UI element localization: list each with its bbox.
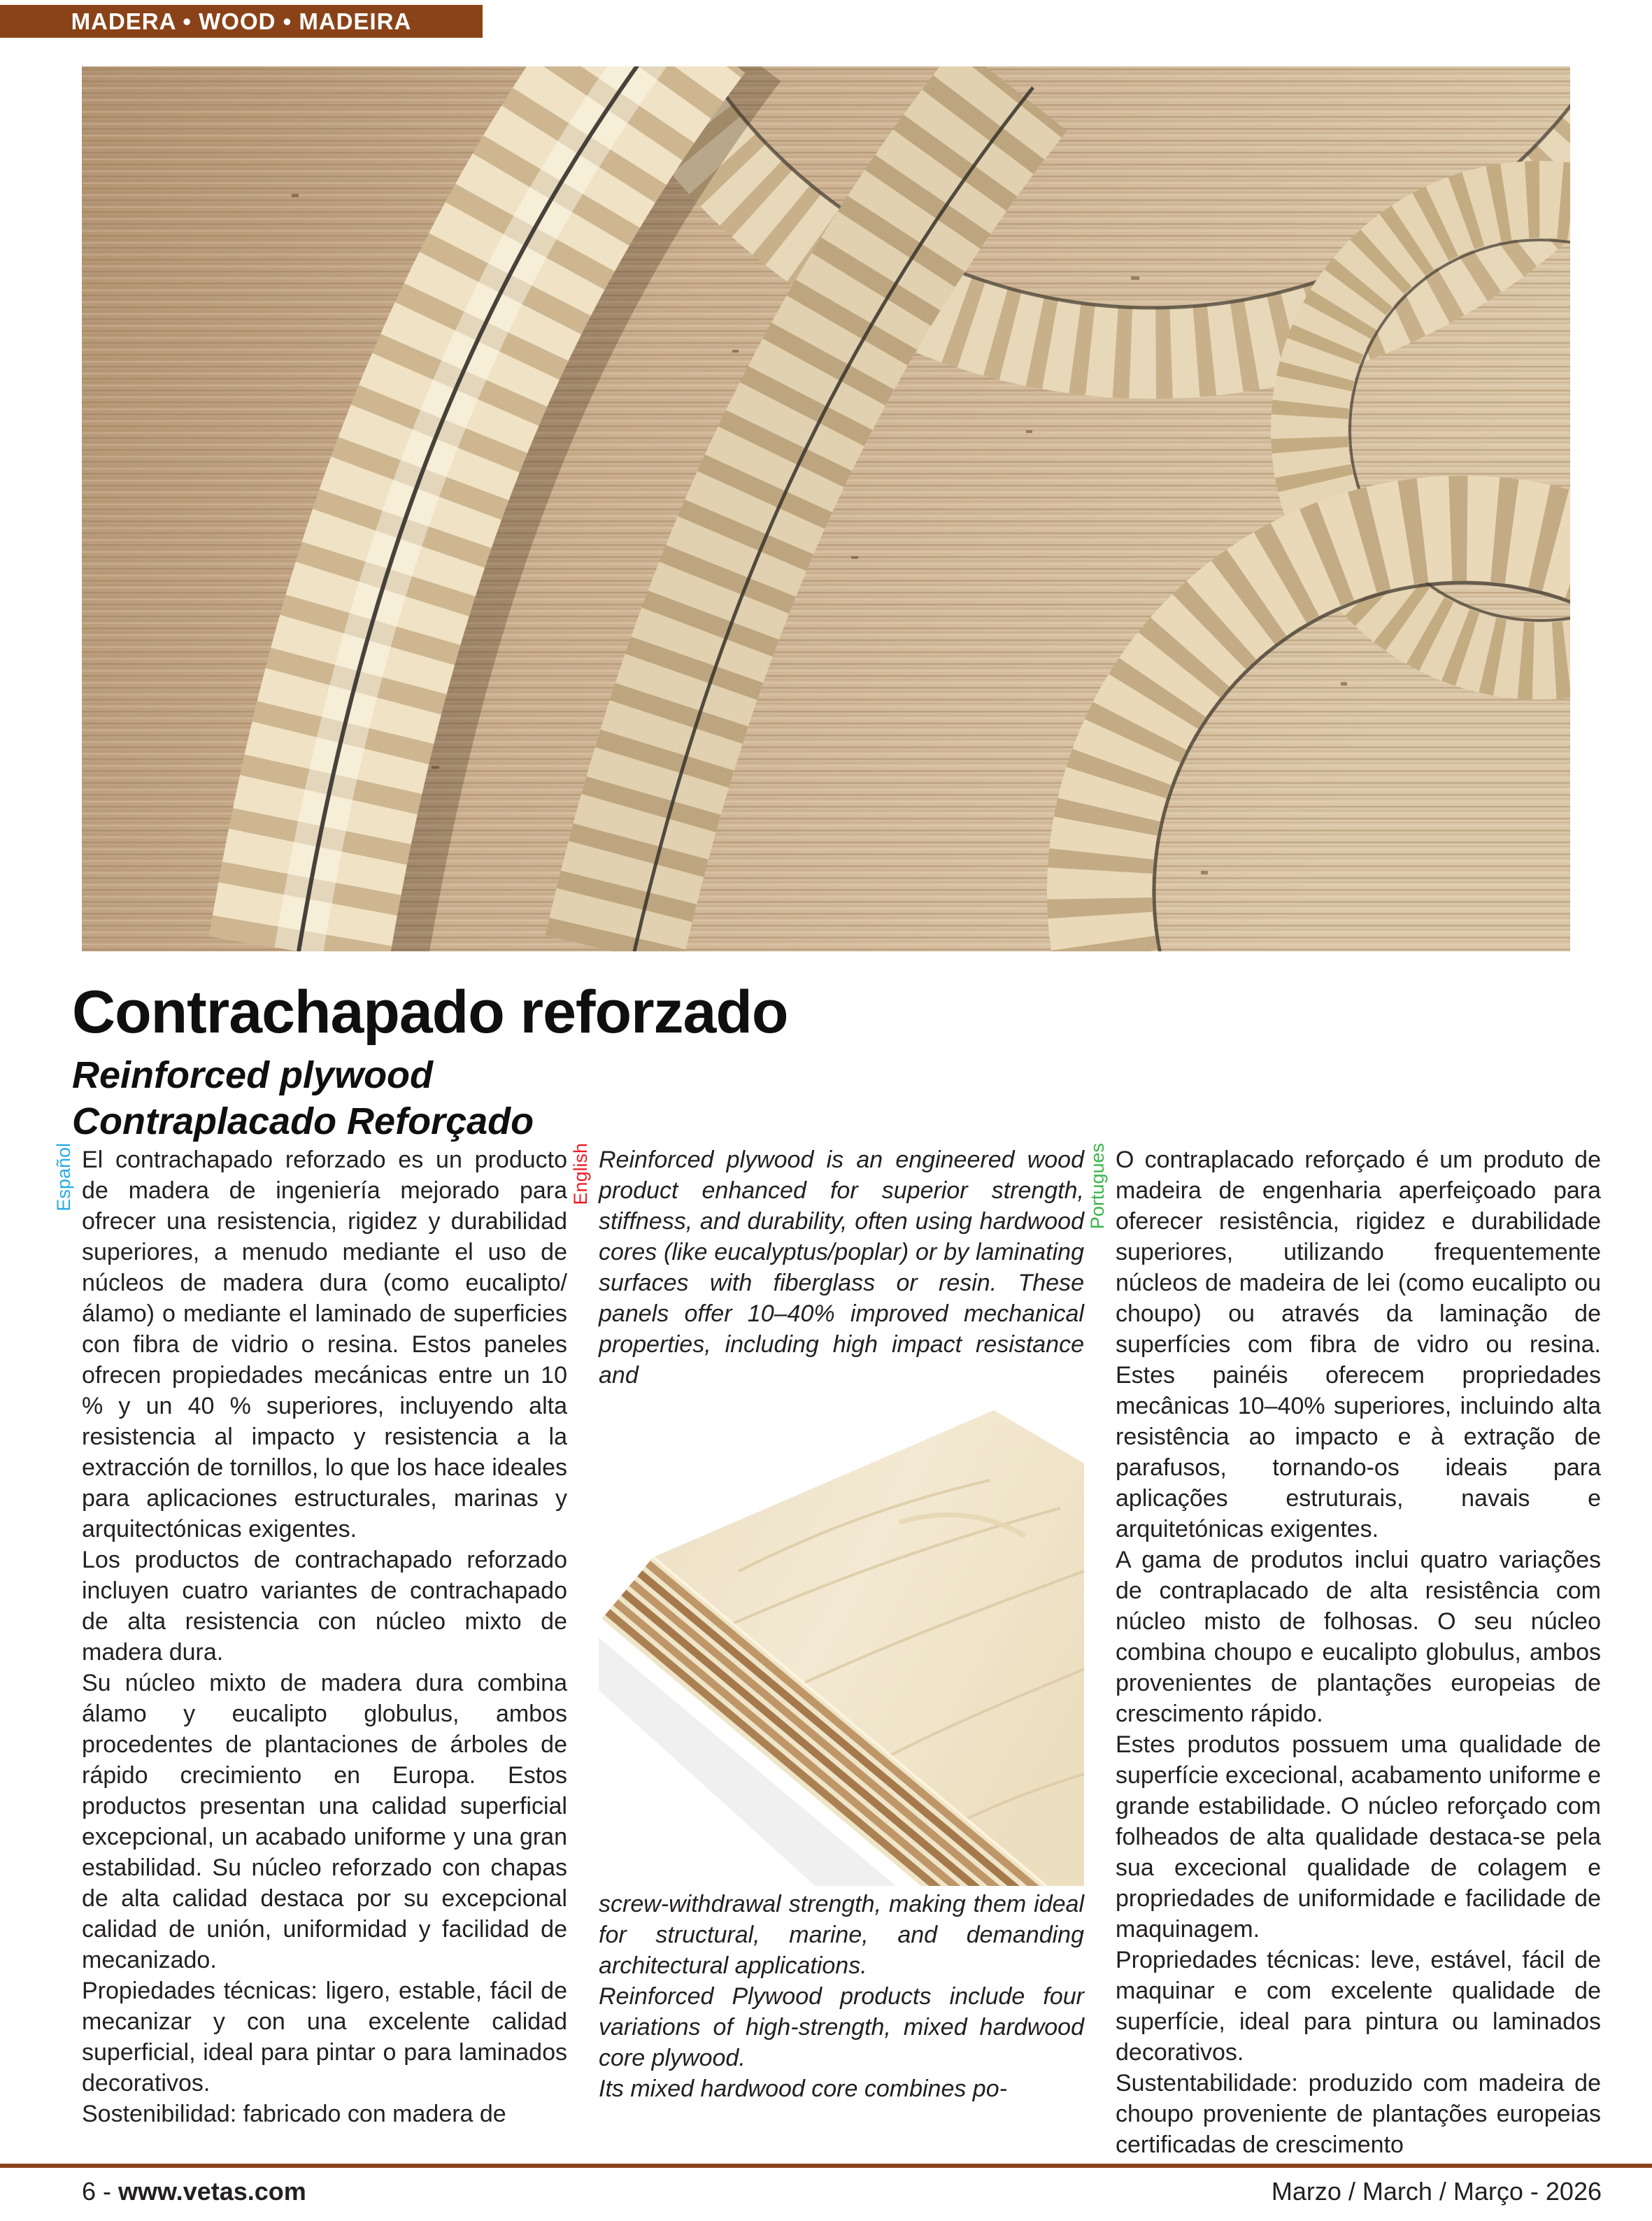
language-label-english: English [570,1143,591,1205]
hero-illustration [82,66,1570,951]
column-spanish [82,1144,567,2129]
section-banner-label: MADERA • WOOD • MADEIRA [71,8,412,34]
footer-page-number: 6 - [82,2177,119,2206]
subtitle-portuguese: Contraplacado Reforçado [72,1100,534,1142]
paragraph: Sostenibilidad: fabricado con madera de [82,2101,506,2127]
column-english [599,1144,1084,2104]
paragraph: Reinforced plywood is an engineered wood product enhanced for superior strength, stiffness, and durability, often using hardwood cores (like eucalyptus/poplar) or by laminating surfaces with fiberglass or resin. These panels offer 10–40% improved mechanical properties, including high impact resistance and [599,1147,1084,1389]
paragraph: Its mixed hardwood core combines po- [599,2075,1007,2102]
footer-website: www.vetas.com [118,2177,306,2206]
paragraph: O contraplacado reforçado é um produto de madeira de engenharia aperfeiçoado para oferecer resistência, rigidez e durabilidade superiores, utilizando frequentemente núcleos de madeira de lei (como eucalipto ou choupo) ou através da laminação de superfícies com fibra de vidro ou resina. Estes painéis oferecem propriedades mecânicas 10–40% superiores, incluindo alta resistência ao impacto e à extração de parafusos, tornando-os ideais para aplicações estruturais, navais e arquitetónicas exigentes. [1116,1147,1601,1542]
footer-rule [0,2164,1652,2168]
footer-date: Marzo / March / Março - 2026 [1271,2177,1602,2206]
paragraph: A gama de produtos inclui quatro variações de contraplacado de alta resistência com núcleo misto de folhosas. O seu núcleo combina choupo e eucalipto globulus, ambos provenientes de plantações europeias de crescimento rápido. [1116,1547,1601,1727]
language-label-portuguese: Portugues [1087,1143,1108,1230]
language-label-spanish: Español [53,1143,74,1212]
subtitle-english: Reinforced plywood [72,1054,434,1096]
paragraph: El contrachapado reforzado es un producto de madera de ingeniería mejorado para ofrecer una resistencia, rigidez y durabilidad superiores, a menudo mediante el uso de núcleos de madera dura (como eucalipto/álamo) o mediante el laminado de superficies con fibra de vidrio o resina. Estos paneles ofrecen propiedades mecánicas entre un 10 % y un 40 % superiores, incluyendo alta resistencia al impacto y resistencia a la extracción de tornillos, lo que los hace ideales para aplicaciones estructurales, marinas y arquitectónicas exigentes. [82,1147,567,1542]
paragraph: Su núcleo mixto de madera dura combina álamo y eucalipto globulus, ambos procedentes de plantaciones de árboles de rápido crecimiento en Europa. Estos productos presentan una calidad superficial excepcional, un acabado uniforme y una gran estabilidad. Su núcleo reforzado con chapas de alta calidad destaca por su excepcional calidad de unión, uniformidad y facilidad de mecanizado. [82,1670,567,1973]
section-banner [0,5,483,38]
hero-image [82,66,1570,951]
paragraph: Reinforced Plywood products include four variations of high-strength, mixed hardwood core plywood. [599,1983,1084,2071]
column-portuguese [1116,1144,1601,2160]
paragraph: Propriedades técnicas: leve, estável, fácil de maquinar e com excelente qualidade de superfície, ideal para pintura ou laminados decorativos. [1116,1947,1601,2066]
paragraph: screw-withdrawal strength, making them ideal for structural, marine, and demanding architectural applications. [599,1891,1084,1979]
paragraph: Propiedades técnicas: ligero, estable, fácil de mecanizar y con una excelente calidad superficial, ideal para pintar o para laminados decorativos. [82,1978,567,2096]
page-title: Contrachapado reforzado [72,979,788,1046]
paragraph: Los productos de contrachapado reforzado incluyen cuatro variantes de contrachapado de alta resistencia con núcleo mixto de madera dura. [82,1547,567,1666]
paragraph: Sustentabilidade: produzido com madeira de choupo proveniente de plantações europeias certificadas de crescimento [1116,2070,1601,2158]
plywood-panel-image [599,1396,1084,1886]
paragraph: Estes produtos possuem uma qualidade de superfície excecional, acabamento uniforme e grande estabilidade. O núcleo reforçado com folheados de alta qualidade destaca-se pela sua excecional qualidade de colagem e propriedades de uniformidade e facilidade de maquinagem. [1116,1731,1601,1943]
footer-page-info [82,2177,306,2206]
plywood-panel-illustration [599,1396,1084,1886]
